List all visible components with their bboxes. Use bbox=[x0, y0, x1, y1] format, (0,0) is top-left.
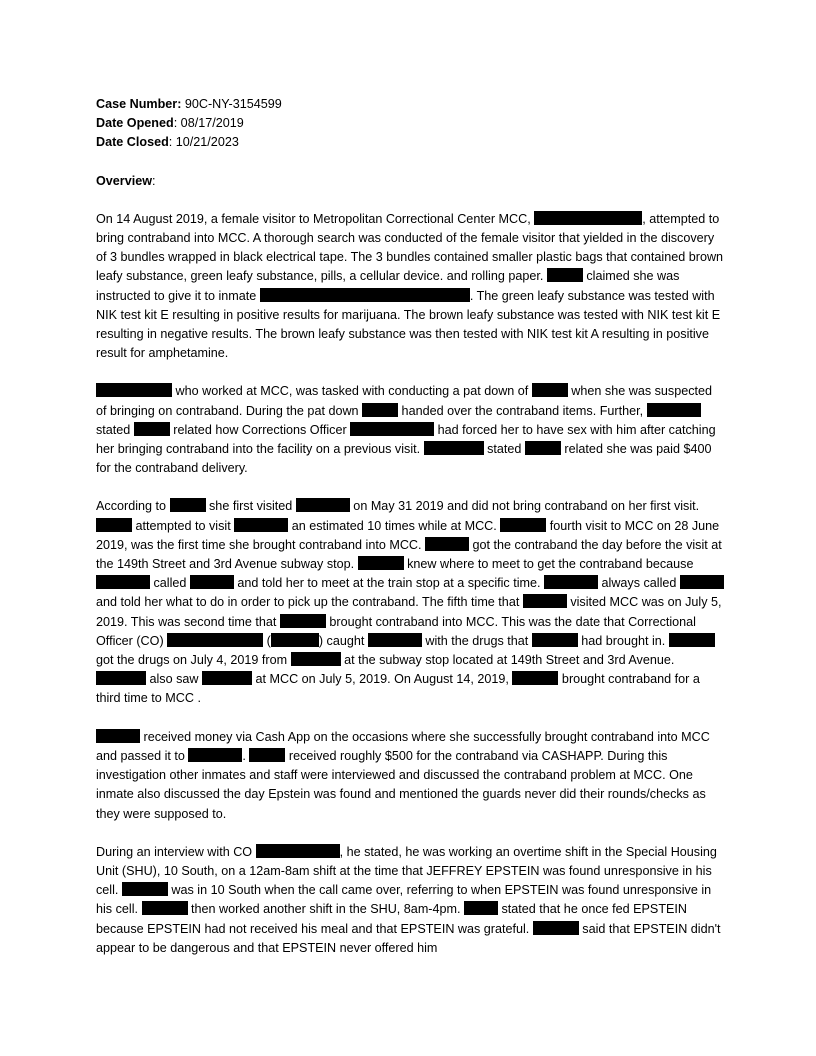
text-run: ) caught bbox=[318, 633, 368, 648]
text-run: stated bbox=[483, 442, 525, 457]
text-run: . bbox=[242, 748, 250, 763]
paragraph-2 bbox=[96, 382, 726, 478]
overview-heading bbox=[96, 172, 726, 191]
date-closed-value: : 10/21/2023 bbox=[168, 135, 239, 150]
text-run: said that EPSTEIN didn't appear to be dangerous and that EPSTEIN never offered him bbox=[96, 921, 721, 955]
text-run: ( bbox=[263, 633, 271, 648]
date-opened-value: : 08/17/2019 bbox=[173, 116, 244, 131]
text-run: got the contraband the day before the visit at the 149th Street and 3rd Avenue subway stop. bbox=[96, 537, 722, 572]
text-run: related how Corrections Officer bbox=[169, 422, 351, 437]
redaction-block bbox=[532, 633, 578, 647]
text-run: stated that he once fed EPSTEIN because EPSTEIN had not received his meal and that EPSTEIN was grateful. bbox=[96, 902, 688, 936]
text-run: received money via Cash App on the occasions where she successfully brought contraband into MCC and passed it to bbox=[96, 729, 710, 763]
paragraph-1 bbox=[96, 210, 726, 364]
redaction-block bbox=[291, 652, 341, 666]
text-run: always called bbox=[598, 576, 680, 591]
redaction-block bbox=[533, 921, 579, 935]
text-run: related she was paid $400 for the contraband delivery. bbox=[96, 442, 712, 476]
redaction-block bbox=[280, 614, 326, 628]
paragraph-5 bbox=[96, 843, 726, 958]
text-run: visited MCC was on July 5, 2019. This was second time that bbox=[96, 595, 722, 629]
case-number-label: Case Number: bbox=[96, 97, 182, 111]
text-run: at MCC on July 5, 2019. On August 14, 2019, bbox=[252, 672, 513, 687]
text-run: with the drugs that bbox=[421, 633, 532, 648]
redaction-block bbox=[202, 671, 252, 685]
date-closed-label: Date Closed bbox=[96, 135, 169, 150]
redaction-block bbox=[544, 575, 598, 589]
redaction-block bbox=[525, 441, 561, 455]
redaction-block bbox=[188, 748, 242, 762]
redaction-block bbox=[96, 383, 172, 397]
text-run: stated bbox=[96, 422, 134, 437]
redaction-block bbox=[680, 575, 724, 589]
redaction-block bbox=[296, 498, 350, 512]
redaction-block bbox=[96, 575, 150, 589]
text-run: and told her what to do in order to pick up the contraband. The fifth time that bbox=[96, 595, 523, 610]
text-run: received roughly $500 for the contraband via CASHAPP. During this investigation other inmates and staff were interviewed and discussed the contraband problem at MCC. One inmate also discussed the day Epstein was found and mentioned the guards never did their rounds/checks as they were supposed to. bbox=[96, 748, 706, 821]
redaction-block bbox=[547, 268, 583, 282]
case-number-line bbox=[96, 95, 726, 114]
redaction-block bbox=[256, 844, 340, 858]
redaction-block bbox=[534, 211, 642, 225]
text-run: had forced her to have sex with him after catching her bringing contraband into the facility on a previous visit. bbox=[96, 422, 716, 457]
text-run: was in 10 South when the call came over, referring to when EPSTEIN was found unresponsive in his cell. bbox=[96, 883, 712, 917]
document-page bbox=[96, 95, 726, 977]
redaction-block bbox=[532, 383, 568, 397]
text-run: she first visited bbox=[205, 499, 296, 514]
redaction-block bbox=[260, 288, 470, 302]
redaction-block bbox=[669, 633, 715, 647]
date-opened-label: Date Opened bbox=[96, 116, 174, 131]
text-run: . The green leafy substance was tested with NIK test kit E resulting in positive results for marijuana. The brown leafy substance was tested with NIK test kit E resulting in negative results. The brown leafy substance was then tested with NIK test kit A resulting in positive result for amphetamine. bbox=[96, 288, 721, 361]
text-run: and told her to meet at the train stop at a specific time. bbox=[233, 576, 545, 591]
text-run: then worked another shift in the SHU, 8am-4pm. bbox=[187, 902, 464, 917]
text-run: , attempted to bring contraband into MCC. A thorough search was conducted of the female visitor that yielded in the discovery of 3 bundles wrapped in black electrical tape. The 3 bundles contained smaller plastic bags that contained brown leafy substance, green leafy substance, pills, a cellular device. and rolling paper. bbox=[96, 211, 724, 284]
redaction-block bbox=[647, 403, 701, 417]
paragraph-3 bbox=[96, 497, 726, 708]
text-run: called bbox=[150, 576, 190, 591]
redaction-block bbox=[142, 901, 188, 915]
text-run: fourth visit to MCC on 28 June 2019, was the first time she brought contraband into MCC. bbox=[96, 518, 720, 552]
redaction-block bbox=[368, 633, 422, 647]
redaction-block bbox=[249, 748, 285, 762]
redaction-block bbox=[96, 729, 140, 743]
redaction-block bbox=[134, 422, 170, 436]
redaction-block bbox=[500, 518, 546, 532]
text-run: had brought in. bbox=[577, 633, 669, 648]
text-run: at the subway stop located at 149th Street and 3rd Avenue. bbox=[340, 653, 675, 668]
paragraph-4 bbox=[96, 728, 726, 824]
redaction-block bbox=[190, 575, 234, 589]
overview-colon: : bbox=[152, 173, 156, 188]
text-run: During an interview with CO bbox=[96, 844, 256, 859]
redaction-block bbox=[170, 498, 206, 512]
redaction-block bbox=[464, 901, 498, 915]
redaction-block bbox=[425, 537, 469, 551]
text-run: handed over the contraband items. Further, bbox=[398, 403, 647, 418]
redaction-block bbox=[234, 518, 288, 532]
text-run: On 14 August 2019, a female visitor to Metropolitan Correctional Center MCC, bbox=[96, 211, 535, 226]
text-run: who worked at MCC, was tasked with conducting a pat down of bbox=[172, 384, 532, 399]
text-run: on May 31 2019 and did not bring contraband on her first visit. bbox=[349, 499, 700, 514]
text-run: got the drugs on July 4, 2019 from bbox=[96, 653, 291, 668]
date-opened-line bbox=[96, 114, 726, 133]
text-run: claimed she was instructed to give it to inmate bbox=[96, 269, 680, 303]
redaction-block bbox=[424, 441, 484, 455]
redaction-block bbox=[512, 671, 558, 685]
text-run: attempted to visit bbox=[132, 518, 235, 533]
date-closed-line bbox=[96, 133, 726, 152]
text-run: According to bbox=[96, 499, 170, 514]
text-run: brought contraband into MCC. This was the date that Correctional Officer (CO) bbox=[96, 614, 696, 648]
text-run: knew where to meet to get the contraband because bbox=[403, 557, 694, 572]
redaction-block bbox=[350, 422, 434, 436]
case-number-value: 90C-NY-3154599 bbox=[184, 97, 282, 111]
redaction-block bbox=[96, 671, 146, 685]
redaction-block bbox=[523, 594, 567, 608]
text-run: when she was suspected of bringing on contraband. During the pat down bbox=[96, 384, 713, 418]
redaction-block bbox=[167, 633, 263, 647]
text-run: , he stated, he was working an overtime shift in the Special Housing Unit (SHU), 10 South, on a 12am-8am shift at the time that JEFFREY EPSTEIN was found unresponsive in his cell. bbox=[96, 844, 717, 898]
text-run: an estimated 10 times while at MCC. bbox=[288, 518, 501, 533]
text-run: brought contraband for a third time to MCC . bbox=[96, 672, 700, 706]
redaction-block bbox=[271, 633, 319, 647]
redaction-block bbox=[362, 403, 398, 417]
redaction-block bbox=[122, 882, 168, 896]
redaction-block bbox=[96, 518, 132, 532]
redaction-block bbox=[358, 556, 404, 570]
text-run: also saw bbox=[146, 672, 202, 687]
overview-label: Overview bbox=[96, 173, 153, 188]
